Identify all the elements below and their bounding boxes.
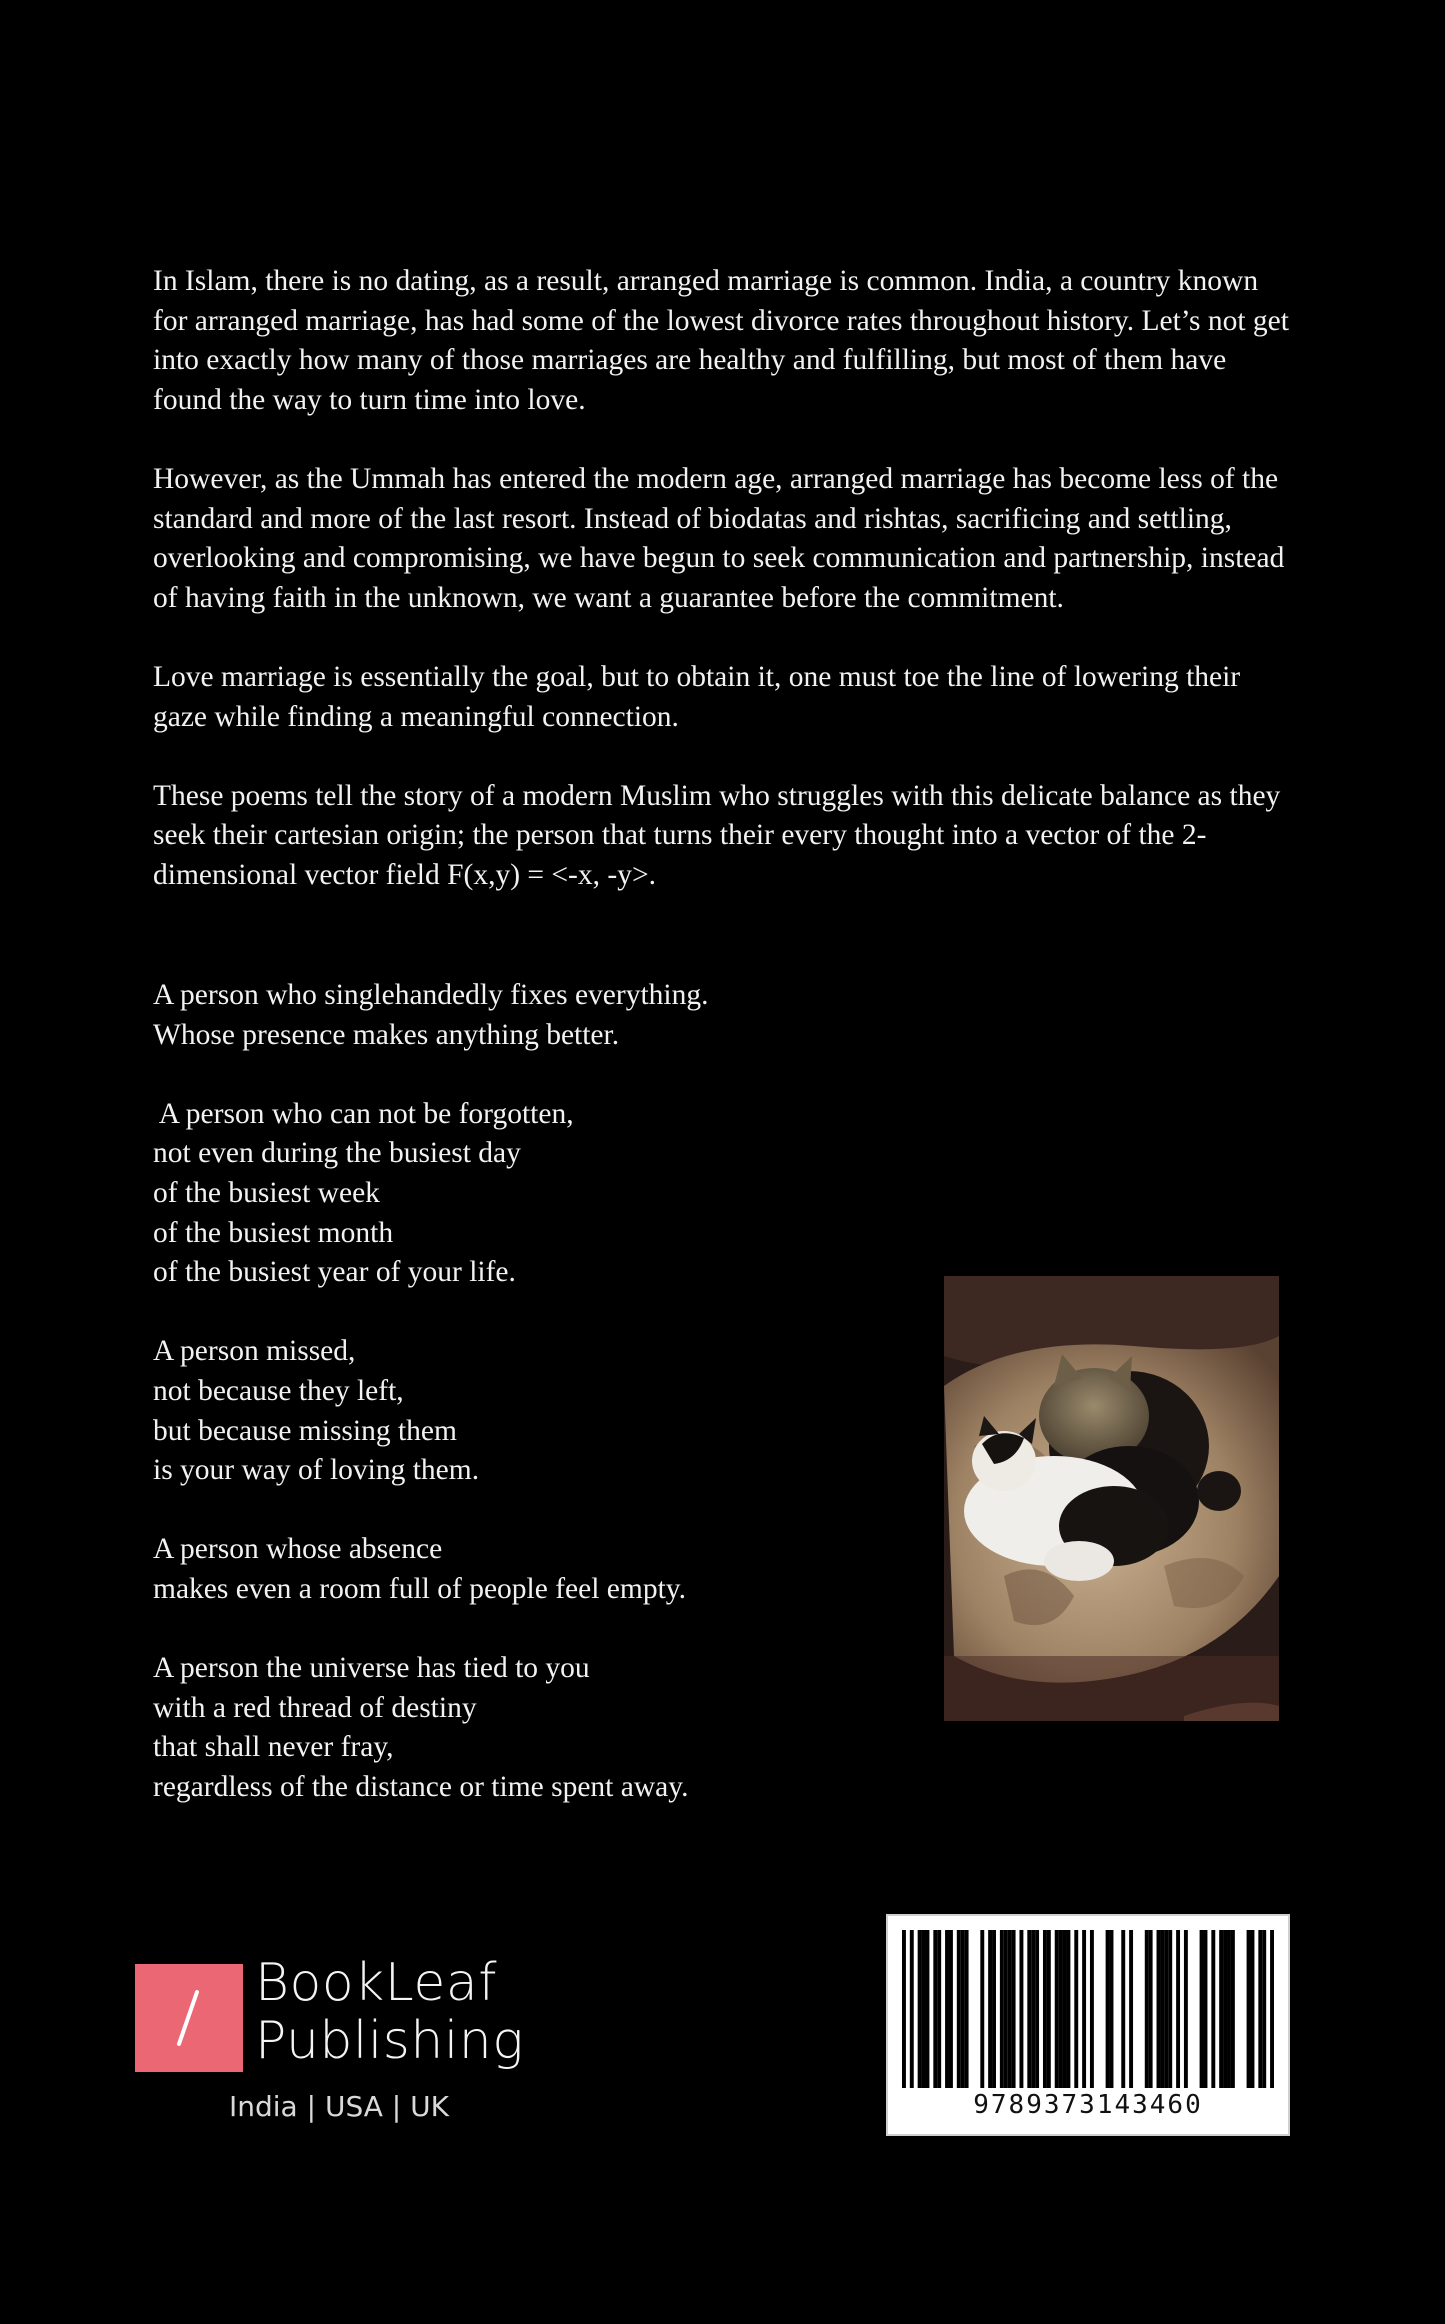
isbn-number: 9789373143460 — [973, 2090, 1203, 2120]
barcode-bar — [1031, 1930, 1035, 2088]
poem-line: A person whose absence — [153, 1533, 443, 1566]
barcode-bar — [1066, 1930, 1070, 2088]
barcode-bar — [1200, 1930, 1204, 2088]
barcode-bar — [1082, 1930, 1086, 2088]
poem-line: not because they left, — [153, 1374, 404, 1407]
isbn-barcode — [886, 1914, 1290, 2136]
barcode-bar — [1047, 1930, 1051, 2088]
barcode-bar — [1204, 1930, 1208, 2088]
poem-line: A person who can not be forgotten, — [153, 1097, 574, 1130]
barcode-bar — [1000, 1930, 1004, 2088]
barcode-bar — [1223, 1930, 1227, 2088]
barcode-bar — [1110, 1930, 1114, 2088]
barcode-bar — [1251, 1930, 1255, 2088]
poem-line: Whose presence makes anything better. — [153, 1018, 620, 1051]
barcode-bar — [937, 1930, 941, 2088]
barcode-bar — [1262, 1930, 1266, 2088]
barcode-bars — [902, 1930, 1274, 2088]
barcode-bar — [1168, 1930, 1172, 2088]
publisher-slash-mark — [135, 1964, 243, 2072]
poem-stanza-3 — [153, 1332, 913, 1490]
poem-line: of the busiest year of your life. — [153, 1256, 516, 1289]
cats-photo-illustration — [944, 1276, 1279, 1721]
barcode-bar — [1231, 1930, 1235, 2088]
cats-photo — [944, 1276, 1279, 1721]
barcode-bar — [1258, 1930, 1262, 2088]
publisher-name-line-1: BookLeaf — [255, 1953, 498, 2013]
poem-line: A person who singlehandedly fixes everything. — [153, 979, 709, 1011]
barcode-bar — [1059, 1930, 1063, 2088]
publisher-name-line-2: Publishing — [255, 2011, 524, 2071]
barcode-bar — [1043, 1930, 1047, 2088]
barcode-bar — [1160, 1930, 1164, 2088]
barcode-bar — [1035, 1930, 1039, 2088]
barcode-bar — [1106, 1930, 1110, 2088]
barcode-bar — [1176, 1930, 1180, 2088]
poem-stanza-4 — [153, 1530, 913, 1609]
poem-line: is your way of loving them. — [153, 1454, 480, 1487]
poem-excerpt — [153, 976, 913, 1847]
barcode-bar — [1157, 1930, 1161, 2088]
barcode-bar — [1219, 1930, 1223, 2088]
barcode-bar — [961, 1930, 965, 2088]
publisher-regions: India | USA | UK — [229, 2090, 449, 2123]
poem-line: of the busiest week — [153, 1176, 380, 1209]
poem-line: that shall never fray, — [153, 1731, 394, 1764]
barcode-bar — [1270, 1930, 1274, 2088]
barcode-bar — [1184, 1930, 1188, 2088]
barcode-bar — [945, 1930, 949, 2088]
barcode-bar — [1164, 1930, 1168, 2088]
blurb-paragraph-4: These poems tell the story of a modern Muslim who struggles with this delicate balance as they seek their cartesian origin; the person that turns their every thought into a vector of the 2-dimensional vector field F(x,y) = <-x, -y>. — [153, 779, 1281, 891]
publisher-logo — [135, 1953, 555, 2140]
poem-stanza-2 — [153, 1095, 913, 1293]
blurb-paragraph-2: However, as the Ummah has entered the modern age, arranged marriage has become less of the standard and more of the last resort. Instead of biodatas and rishtas, sacrificing and settling, overlooking and compromising, we have begun to seek communication and partnership, instead of having faith in the unknown, we want a guarantee before the commitment. — [153, 462, 1285, 614]
barcode-bar — [1027, 1930, 1031, 2088]
publisher-name — [255, 1954, 524, 2070]
blurb-paragraph-1: In Islam, there is no dating, as a result, arranged marriage is common. India, a country known for arranged marriage, has had some of the lowest divorce rates throughout history. Let’s not get into exactly how many of those marriages are healthy and fulfilling, but most of them have found the way to turn time into love. — [153, 265, 1289, 416]
barcode-bar — [1211, 1930, 1215, 2088]
poem-line: not even during the busiest day — [153, 1137, 521, 1170]
blurb-text — [153, 262, 1293, 935]
barcode-bar — [949, 1930, 953, 2088]
barcode-bar — [918, 1930, 922, 2088]
barcode-bar — [1008, 1930, 1012, 2088]
slash-icon — [135, 1964, 243, 2072]
poem-stanza-5 — [153, 1649, 913, 1807]
barcode-bar — [980, 1930, 984, 2088]
barcode-bar — [922, 1930, 926, 2088]
barcode-bar — [992, 1930, 996, 2088]
barcode-bar — [1004, 1930, 1008, 2088]
poem-line: regardless of the distance or time spent away. — [153, 1770, 689, 1803]
barcode-bar — [1247, 1930, 1251, 2088]
barcode-bar — [988, 1930, 992, 2088]
barcode-bar — [1074, 1930, 1078, 2088]
blurb-paragraph-3: Love marriage is essentially the goal, but to obtain it, one must toe the line of lowering their gaze while finding a meaningful connection. — [153, 660, 1241, 733]
barcode-bar — [925, 1930, 929, 2088]
barcode-bar — [1055, 1930, 1059, 2088]
barcode-bar — [1227, 1930, 1231, 2088]
poem-line: A person the universe has tied to you — [153, 1652, 590, 1685]
barcode-bar — [902, 1930, 906, 2088]
barcode-bar — [1129, 1930, 1133, 2088]
barcode-bar — [910, 1930, 914, 2088]
poem-line: makes even a room full of people feel empty. — [153, 1572, 686, 1605]
barcode-bar — [1019, 1930, 1023, 2088]
poem-line: of the busiest month — [153, 1216, 394, 1249]
barcode-bar — [1149, 1930, 1153, 2088]
barcode-bar — [1121, 1930, 1125, 2088]
barcode-bar — [1090, 1930, 1094, 2088]
poem-line: A person missed, — [153, 1335, 356, 1368]
poem-stanza-1 — [153, 976, 913, 1055]
barcode-bar — [957, 1930, 961, 2088]
barcode-bar — [933, 1930, 937, 2088]
barcode-bar — [1063, 1930, 1067, 2088]
poem-line: but because missing them — [153, 1414, 457, 1447]
poem-line: with a red thread of destiny — [153, 1691, 477, 1724]
barcode-bar — [1012, 1930, 1016, 2088]
barcode-bar — [1145, 1930, 1149, 2088]
barcode-bar — [965, 1930, 969, 2088]
